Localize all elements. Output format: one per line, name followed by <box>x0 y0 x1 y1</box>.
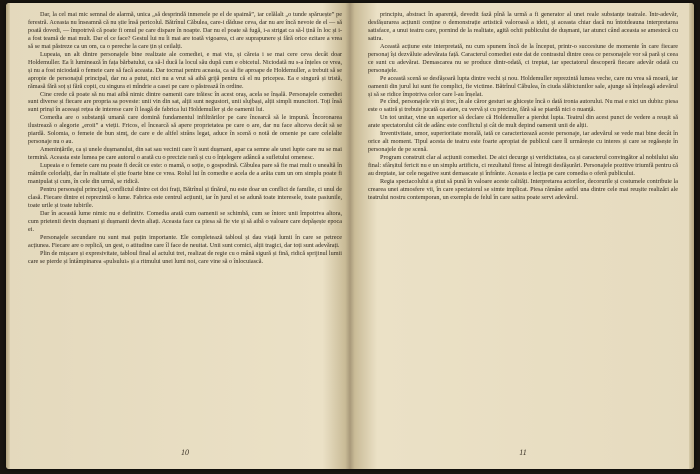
page-number-right: 11 <box>519 448 527 457</box>
right-page-text <box>368 11 678 435</box>
right-page <box>368 11 678 457</box>
paragraph: principiu, abstract în aparență, devedit fază pînă la urmă a fi generator al unei reale substanțe teatrale. Într-adevăr, desfășurarea acțiunii conține o demonstrație artistică valoroasă a ideii, și aceasta chiar dacă nu întotdeauna interpretarea satisface, a unui teatru care, pornind de la realitate, agită ochii publicului de dușmani, iar atunci când aceasta se amestecă cu satira. <box>368 11 678 42</box>
left-page-text <box>28 11 342 435</box>
book-edge-right <box>689 3 694 469</box>
paragraph: Dar, la cel mai mic semnal de alarmă, unica „să desprindă inmenele pe el de spaimă”, iar celălalt „o tunde spăruește” pe ferestră. Aceasta nu înseamnă că nu știe însă pericolul. Bătrînul Căbulea, care-i dăduse ceva, dar nu are încă nevoie de el — să poată dovedi, — împotrivă că poate fi omul pe care dispare în noapte. Dar nu el poate să fugă, i-a strigat ca să-l țină în loc și i-a fost teamă de mai mult. Dar el ce face? Gestul lui nu îi mai are toată vigoarea, ci are suprapunere și fără orice ezitare a vrea să se mai păstreze ca un om, ca o pereche la care țin și ceilalți. <box>28 11 342 50</box>
paragraph: Un tot unitar, vine un superior să declare că Holdemuller a pierdut lupta. Teatrul din acest punct de vedere a reușit să arate spectatorului cât de adânc este conflictul și cât de mult depind oamenii unii de alții. <box>368 114 678 130</box>
paragraph: Personajele secundare nu sunt mai puțin importante. Ele completează tabloul și dau viață lumii în care se petrece acțiunea. Fiecare are o replică, un gest, o atitudine care îl face de neuitat. Unii sunt comici, alții tragici, dar toți sunt adevărați. <box>28 233 342 249</box>
paragraph: Lupeaia e o femeie care nu poate fi decât ce este: o mamă, o soție, o gospodină. Căbulea pare să fie mai mult o unealtă în mâinile celorlalți, dar în realitate el știe foarte bine ce vrea. Rolul lui în comedie e acela de a arăta cum un om simplu poate fi manipulat și cum, în cele din urmă, se ridică. <box>28 162 342 186</box>
book-edge-left <box>6 3 10 469</box>
paragraph: Lupeaia, un alt dintre personajele bine realizate ale comediei, e mai viu, și căreia i se mai cere ceva decât doar Holdemuller. Ea îi luminează în fața bărbatului, ca să-l ducă la locul său după cum e obiceiul. Niciodată nu s-a înțeles ce vrea, și nu a fost niciodată o femeie care să facă aceasta. Dar tocmai pentru aceasta, ca să fie aproape de Holdemuller, a trebuit să se apropie de personajul principal, dar nu a putut, nici nu a vrut să aibă grijă pentru că el nu pricepea. Ea e singură și tristă, rămasă fără soț și fără copii, cu singura ei mîndrie a casei pe care o păstrează în ordine. <box>28 50 342 90</box>
left-page <box>28 11 342 457</box>
paragraph: Pe această scenă se desfășoară lupta dintre vechi și nou. Holdemuller reprezintă lumea veche, care nu vrea să moară, iar oamenii din jurul lui sunt fie complici, fie victime. Bătrînul Căbulea, în ciuda slăbiciunilor sale, ajunge să înțeleagă adevărul și să se ridice împotriva celor care l-au înșelat. <box>368 74 678 98</box>
paragraph: Dar în această lume nimic nu e definitiv. Comedia arată cum oamenii se schimbă, cum se întorc unii împotriva altora, cum prietenii devin dușmani și dușmanii devin aliați. Aceasta face ca piesa să fie vie și să aibă o valoare care depășește epoca ei. <box>28 209 342 233</box>
paragraph: Program construit clar al acțiunii comediei. De aici decurge și veridicitatea, ca și caracterul convingător al nobilului său final: sfârșitul fericit nu e un simplu artificiu, ci rezultatul firesc al întregii desfășurări. Personajele pozitive triumfă pentru că au dreptate, iar cele negative sunt demascate și înfrânte. Aceasta e lecția pe care comedia o oferă publicului. <box>368 154 678 178</box>
paragraph: Comedia are o substanță umană care domină fundamentul infiltrărilor pe care încearcă să le impună. Încoronarea ilustrează o alegorie „eroii” a vieții. Fricos, el încearcă să apere proprietatea pe care o are, dar nu face altceva decât să se piardă. Solomia, o femeie de bun simț, de care e de altfel strâns legat, aduce în scenă o notă de omenie pe care celelalte personaje nu o au. <box>28 114 342 146</box>
page-number-left: 10 <box>181 448 189 457</box>
paragraph: Plin de mișcare și expresivitate, tabloul final al actului trei, realizat de regie cu o mână sigură și fină, ridică sprijinul lumii care se pierde și întâmpinarea «pulsului» și a ritmului unei lumi noi, care vine să o înlocuiască. <box>28 249 342 265</box>
paragraph: Cine crede că poate să nu mai aibă nimic dintre oamenii care trăiesc în acest oraș, acela se înșală. Personajele comediei sunt diverse și fiecare are propria sa poveste: unii vin din sat, alții sunt negustori, unii slujbași, alții simpli muncitori. Toți însă sunt prinși în aceeași rețea de interese care îi leagă de fabrica lui Holdemuller și de oamenii lui. <box>28 90 342 114</box>
paragraph: Inventivitate, umor, superioritate morală, iată ce caracterizează aceste personaje, iar adevărul se vede mai bine decât în orice alt moment. Tipul acesta de teatru este foarte apropiat de publicul care îl urmărește cu interes și care se regăsește în personajele de pe scenă. <box>368 130 678 154</box>
paragraph: Amenințările, ca și unele dușmanului, din sat sau vecinii care îi sunt dușmani, apar ca semne ale unei lupte care nu se mai termină. Aceasta este lumea pe care autorul o arată cu o precizie rară și cu o înțelegere adâncă a sufletului omenesc. <box>28 146 342 162</box>
paragraph: Regia spectacolului a știut să pună în valoare aceste calități. Interpretarea actorilor, decorurile și costumele contribuie la crearea unei atmosfere vii, în care spectatorul se simte implicat. Piesa rămâne astfel una dintre cele mai reușite realizări ale teatrului nostru contemporan, un exemplu de felul în care satira poate servi adevărul. <box>368 178 678 201</box>
book-spread <box>6 3 694 469</box>
paragraph: Pe cînd, personajele vin și trec, în ale căror gesturi se ghicește încă o dată ironia autorului. Nu mai e nici un dubiu: piesa este o satiră și trebuie jucată ca atare, cu vervă și cu precizie, fără să se piardă nici o nuanță. <box>368 98 678 114</box>
paragraph: Această acțiune este interpretată, nu cum spunem încă de la început, printr-o succesiune de momente în care fiecare personaj își dezvăluie adevărata față. Caracterul comediei este dat de contrastul dintre ceea ce personajele vor să pară și ceea ce sunt cu adevărat. Demascarea nu se produce dintr-odată, ci treptat, iar spectatorul descoperă fiecare adevăr odată cu personajele. <box>368 42 678 74</box>
paragraph: Pentru personajul principal, conflictul dintre cei doi frați, Bătrînul și tînărul, nu este doar un conflict de familie, ci unul de clasă. Fiecare dintre ei reprezintă o lume. Fabrica este centrul acțiunii, iar în jurul ei se adună toate interesele, toate pasiunile, toate urile și toate iubirile. <box>28 185 342 209</box>
